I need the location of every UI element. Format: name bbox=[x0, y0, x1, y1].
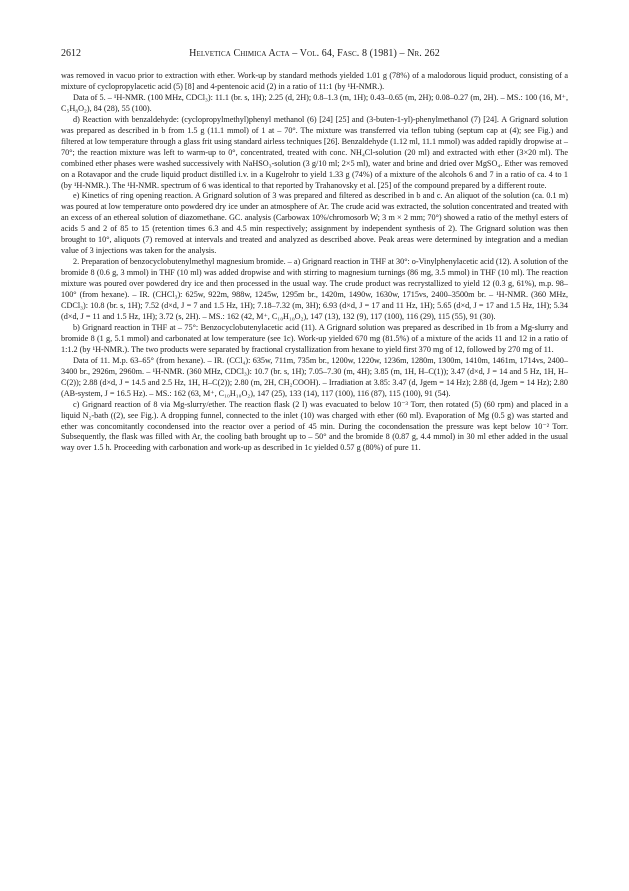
paragraph: b) Grignard reaction in THF at – 75°: Benzocyclobutenylacetic acid (11). A Grignard solution was prepared as described in 1b from a Mg-slurry and bromide 8 (1 g, 5.1 mmol) and carbonated at low temperature (see 1c). Work-up yielded 670 mg (81.5%) of a mixture of the acids 11 and 12 in a ratio of 1:1.2 (by ¹H-NMR.). The two products were separated by fractional crystallization from hexane to yield first 370 mg of 12, followed by 270 mg of 11. bbox=[61, 322, 568, 354]
paragraph: e) Kinetics of ring opening reaction. A Grignard solution of 3 was prepared and filtered as described in b and c. An aliquot of the solution (ca. 0.1 m) was poured at low temperature onto powdered dry ice under an atmosphere of Ar. The crude acid was extracted, the solution concentrated and treated with an excess of an ethereal solution of diazomethane. GC. analysis (Carbowax 10%/chromosorb W; 3 m × 2 mm; 70°) showed a ratio of the methyl esters of acids 5 and 2 of 85 to 15 (retention times 6.3 and 4.5 min respectively; assignment by independent synthesis of 2). The Grignard solution was then brought to 10°, aliquots (7) removed at intervals and treated and analyzed as described above. Peak areas were determined by integration and a median value of 3 injections was taken for the analysis. bbox=[61, 191, 568, 256]
page-number: 2612 bbox=[61, 48, 81, 59]
paragraph: c) Grignard reaction of 8 via Mg-slurry/ether. The reaction flask (2 l) was evacuated to below 10⁻³ Torr, then rotated (5) (60 rpm) and placed in a liquid N₂-bath ((2), see Fig.). A dropping funnel, connected to the inlet (10) was charged with ether (60 ml). Evaporation of Mg (0.5 g) was started and ether was concomitantly cocondensed into the reactor over a period of 45 min. During the cocondensation the pressure was kept below 10⁻² Torr. Subsequently, the flask was filled with Ar, the cooling bath brought up to – 50° and the bromide 8 (0.87 g, 4.4 mmol) in 30 ml ether added in the usual way over 1.5 h. Proceeding with carbonation and work-up as described in 1c yielded 0.57 g (80%) of pure 11. bbox=[61, 399, 568, 453]
journal-page bbox=[61, 48, 568, 454]
paragraph: 2. Preparation of benzocyclobutenylmethyl magnesium bromide. – a) Grignard reaction in THF at 30°: o-Vinylphenylacetic acid (12). A solution of the bromide 8 (0.6 g, 3 mmol) in THF (10 ml) was added dropwise and with stirring to magnesium turnings (86 mg, 3.5 mmol) in THF (10 ml). The reaction mixture was poured over powdered dry ice and then processed in the usual way. The crude product was recrystallized to yield 12 (0.3 g, 61%), m.p. 98–100° (from hexane). – IR. (CHCl₃): 625w, 922m, 988w, 1245w, 1295m br., 1420m, 1490w, 1630w, 1715vs, 2400–3500m br. – ¹H-NMR. (360 MHz, CDCl₃): 10.8 (br. s, 1H); 7.52 (d×d, J = 7 and 1.5 Hz, 1H); 7.18–7.32 (m, 3H); 6.93 (d×d, J = 17 and 11 Hz, 1H); 5.65 (d×d, J = 17 and 1.5 Hz, 1H); 5.34 (d×d, J = 11 and 1.5 Hz, 1H); 3.72 (s, 2H). – MS.: 162 (42, M⁺, C₁₀H₁₀O₂), 147 (13), 132 (9), 117 (100), 116 (29), 115 (55), 91 (30). bbox=[61, 257, 568, 321]
paragraph: Data of 11. M.p. 63–65° (from hexane). – IR. (CCl₄): 635w, 711m, 735m br., 1200w, 1220w, 1236m, 1280m, 1300m, 1410m, 1461m, 1714vs, 2400–3400 br., 2926m, 2960m. – ¹H-NMR. (360 MHz, CDCl₃): 10.7 (br. s, 1H); 7.05–7.30 (m, 4H); 3.85 (m, 1H, H–C(1)); 3.47 (d×d, J = 14 and 5 Hz, 1H, H–C(2)); 2.88 (d×d, J = 14.5 and 2.5 Hz, 1H, H–C(2)); 2.80 (m, 2H, CH₂COOH). – Irradiation at 3.85: 3.47 (d, Jgem = 14 Hz); 2.88 (d, Jgem = 14 Hz); 2.80 (AB-system, J = 16.5 Hz). – MS.: 162 (63, M⁺, C₁₀H₁₀O₂), 147 (25), 133 (14), 117 (100), 116 (87), 115 (100), 91 (54). bbox=[61, 355, 568, 398]
page-header bbox=[61, 48, 568, 61]
running-title: Helvetica Chimica Acta – Vol. 64, Fasc. 8 (1981) – Nr. 262 bbox=[189, 48, 440, 59]
paragraph: was removed in vacuo prior to extraction with ether. Work-up by standard methods yielded 1.01 g (78%) of a malodorous liquid product, consisting of a mixture of cyclopropylacetic acid (5) [8] and 4-pentenoic acid (2) in a ratio of 11:1 (by ¹H-NMR.). bbox=[61, 71, 568, 91]
paragraph: d) Reaction with benzaldehyde: (cyclopropylmethyl)phenyl methanol (6) [24] [25] and (3-buten-1-yl)-phenylmethanol (7) [24]. A Grignard solution was prepared as described in b from 1.5 g (11.1 mmol) of 1 at – 70°. The mixture was transferred via teflon tubing (septum cap at (4); see Fig.) and filtered at low temperature through a glass frit using standard airless techniques [26]. Benzaldehyde (1.12 ml, 11.1 mmol) was added rapidly dropwise at – 70°; the reaction mixture was left to warm-up to 0°, concentrated, treated with conc. NH₄Cl-solution (20 ml) and extracted with ether (3×20 ml). The combined ether phases were washed successively with NaHSO₃-solution (3 g/10 ml; 2×5 ml), water and brine and dried over MgSO₄. Ether was removed on a Rotavapor and the crude liquid product distilled i.v. in a Kugelrohr to yield 1.33 g (74%) of a mixture of the alcohols 6 and 7 in a ratio of ca. 4 to 1 (by ¹H-NMR.). The ¹H-NMR. spectrum of 6 was identical to that reported by Trahanovsky et al. [25] of the compound prepared by a different route. bbox=[61, 114, 568, 190]
paragraph: Data of 5. – ¹H-NMR. (100 MHz, CDCl₃): 11.1 (br. s, 1H); 2.25 (d, 2H); 0.8–1.3 (m, 1H); 0.43–0.65 (m, 2H); 0.08–0.27 (m, 2H). – MS.: 100 (16, M⁺, C₅H₈O₂), 84 (28), 55 (100). bbox=[61, 92, 568, 113]
body-text bbox=[61, 71, 568, 454]
